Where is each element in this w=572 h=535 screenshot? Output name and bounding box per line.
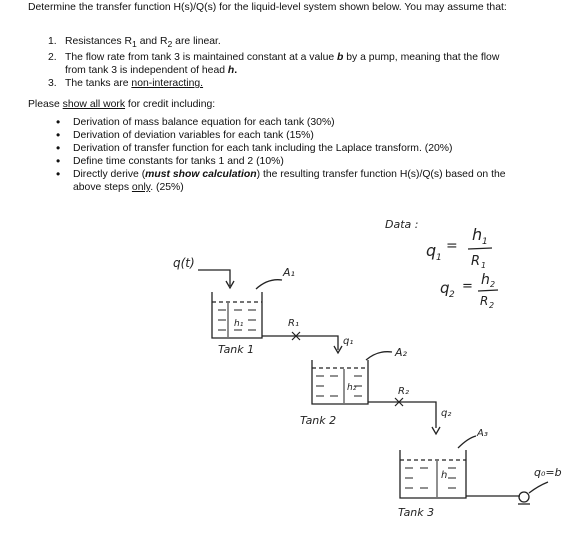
area-label-a1: A₁ [283, 266, 295, 279]
area-pointer [458, 436, 476, 448]
outlet-pipe-2 [368, 402, 436, 428]
text-span: h [227, 65, 235, 77]
resistance-label-r1: R₁ [288, 318, 299, 329]
area-label-a2: A₂ [395, 346, 407, 359]
text-span: Derivation of deviation variables for each tank (15%) [73, 130, 314, 141]
text-span: The tanks are [65, 78, 132, 90]
subscript: 2 [167, 39, 173, 50]
fraction-bar [478, 290, 498, 291]
eq-symbol: q [426, 241, 437, 260]
bullet-icon: • [56, 167, 61, 181]
tank-3-label: Tank 3 [398, 506, 435, 519]
flow-label-q2: q₂ [441, 408, 452, 419]
pump-flow-label: q₀=b [534, 466, 562, 479]
text-span: Define time constants for tanks 1 and 2 (10%) [73, 156, 284, 167]
text-span: ) the resulting transfer function H(s)/Q(s) based on the above steps [73, 169, 506, 193]
eq-subscript: 2 [490, 280, 496, 289]
bullet-icon: • [56, 115, 61, 129]
text-span: . [234, 65, 238, 77]
text-span: only [131, 182, 151, 193]
text-span: Derivation of transfer function for each tank including the Laplace transform. (20%) [73, 143, 453, 154]
text-span: show all work [62, 99, 126, 110]
tank-3 [400, 450, 466, 498]
tank-2 [312, 360, 368, 404]
bullet-icon: • [56, 154, 61, 168]
data-label: Data : [385, 218, 419, 231]
pump-icon [519, 492, 529, 502]
text-span: by a pump, meaning that the flow from tank 3 is independent of head [65, 52, 500, 77]
eq-symbol: R [480, 294, 489, 308]
text-span: Directly derive ( [73, 169, 146, 180]
grading-item [56, 168, 506, 194]
eq-subscript: 1 [481, 261, 487, 270]
area-pointer [529, 482, 548, 493]
equation-q1 [426, 225, 488, 270]
eq-subscript: 1 [482, 237, 488, 247]
eq-symbol: h [481, 272, 490, 288]
area-label-a3: A₃ [477, 428, 488, 439]
text-span: The flow rate from tank 3 is maintained constant at a value [65, 52, 338, 64]
credit-instruction [28, 98, 215, 111]
eq-symbol: h [472, 225, 483, 244]
list-number: 1. [48, 36, 57, 47]
flow-label-q1: q₁ [343, 336, 354, 347]
svg-text:=: = [446, 238, 458, 254]
problem-intro: Determine the transfer function H(s)/Q(s) for the liquid-level system shown below. You may assume that: [28, 2, 507, 13]
area-pointer [366, 352, 392, 360]
text-span: are linear. [172, 36, 221, 47]
subscript: 1 [132, 39, 137, 50]
text-span: . (25%) [150, 182, 184, 193]
text-span: Derivation of mass balance equation for each tank (30%) [73, 117, 335, 128]
tank-1-label: Tank 1 [218, 343, 255, 356]
list-number: 3. [48, 78, 57, 90]
eq-subscript: 2 [489, 301, 495, 310]
assumption-list [48, 35, 508, 90]
list-number: 2. [48, 52, 57, 64]
text-span: Resistances R [65, 36, 132, 47]
assumption-item [48, 77, 508, 90]
resistance-label-r2: R₂ [398, 386, 409, 397]
grading-item [56, 142, 506, 155]
flow-arrow-icon [432, 427, 440, 434]
area-pointer [256, 280, 282, 289]
text-span: must show calculation [145, 169, 257, 180]
bullet-icon: • [56, 128, 61, 142]
input-pipe [198, 270, 230, 286]
head-label-h3: h [441, 470, 448, 481]
text-span: Please [28, 99, 63, 110]
fraction-bar [468, 248, 492, 249]
text-span: for credit including: [125, 99, 216, 110]
outlet-pipe-1 [262, 336, 338, 350]
eq-symbol: R [471, 254, 481, 269]
text-span: b [337, 52, 344, 64]
assumption-item [48, 51, 508, 77]
bullet-icon: • [56, 141, 61, 155]
grading-item [56, 116, 506, 129]
head-label-h1: h₁ [234, 319, 244, 329]
tank-1 [212, 292, 262, 338]
svg-text:=: = [462, 279, 473, 294]
assumption-item [48, 35, 508, 51]
head-label-h2: h₂ [347, 383, 357, 393]
tank-system-diagram [0, 210, 572, 535]
text-span: and R [136, 36, 168, 47]
eq-symbol: q [440, 279, 450, 297]
grading-list [56, 116, 506, 194]
input-flow-label: q(t) [173, 256, 195, 270]
eq-subscript: 1 [436, 253, 442, 263]
grading-item [56, 155, 506, 168]
text-span: non-interacting. [131, 78, 204, 90]
grading-item [56, 129, 506, 142]
eq-subscript: 2 [449, 290, 455, 300]
tank-2-label: Tank 2 [300, 414, 337, 427]
